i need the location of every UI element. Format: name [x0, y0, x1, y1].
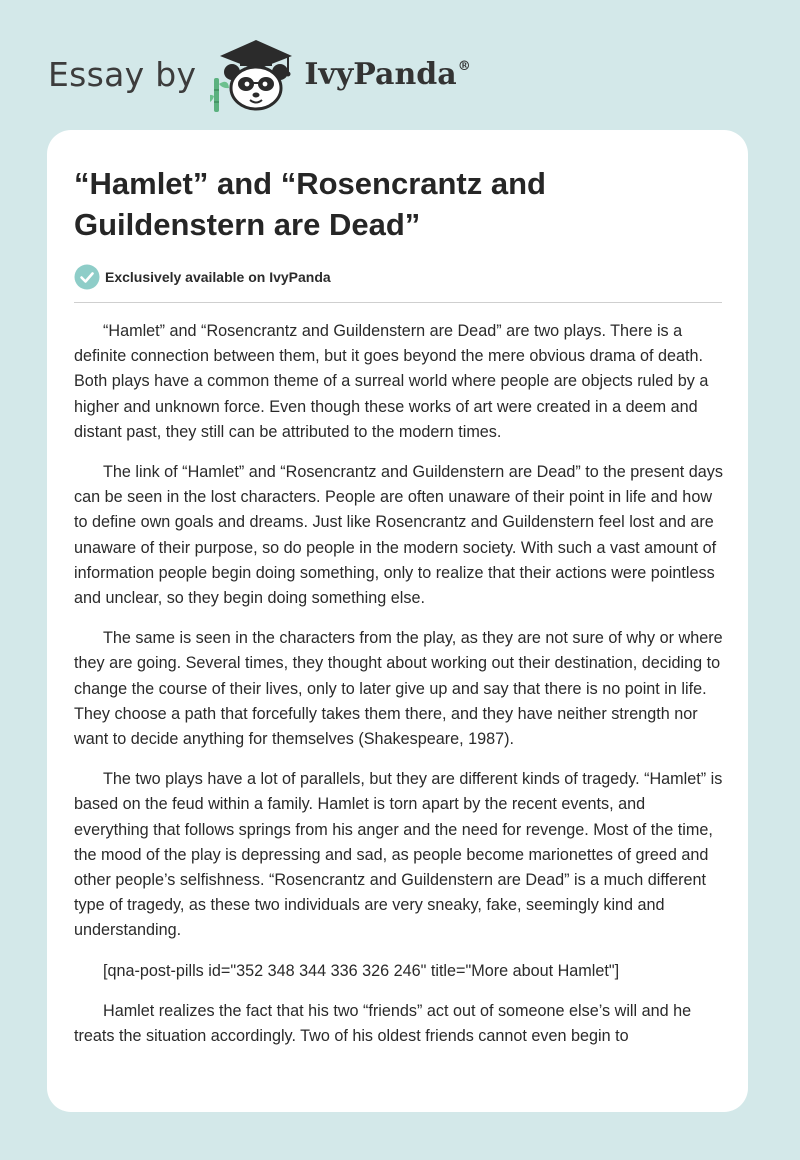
essay-by-label: Essay by — [48, 54, 197, 94]
panda-graduate-logo-icon[interactable] — [210, 34, 298, 114]
essay-paragraph: Hamlet realizes the fact that his two “friends” act out of someone else’s will and he treats the situation accordingly. Two of his oldest friends cannot even begin to — [74, 1001, 692, 1046]
check-circle-icon — [74, 264, 100, 290]
essay-card — [47, 130, 748, 1112]
title-divider — [74, 302, 722, 303]
essay-paragraph: The link of “Hamlet” and “Rosencrantz and Guildenstern are Dead” to the present days can be seen in the lost characters. People are often unaware of their point in life and how to define own goals and dreams. Just like Rosencrantz and Guildenstern feel lost and are unaware of their purpose, so do people in the modern society. With such a vast amount of information people begin doing something, only to realize that their actions were pointless and unclear, so they begin doing something else. — [74, 463, 723, 608]
essay-paragraph: “Hamlet” and “Rosencrantz and Guildenstern are Dead” are two plays. There is a definite connection between them, but it goes beyond the mere obvious drama of death. Both plays have a common theme of a surreal world where people are objects ruled by a higher and unknown force. Even though these works of art were created in a deem and distant past, they still can be attributed to the modern times. — [74, 322, 709, 441]
registered-mark: ® — [457, 58, 471, 74]
exclusive-badge-label: Exclusively available on IvyPanda — [105, 269, 331, 285]
brand-name[interactable] — [304, 57, 470, 92]
qna-shortcode: [qna-post-pills id="352 348 344 336 326 246" title="More about Hamlet"] — [103, 961, 620, 980]
site-header — [48, 34, 471, 114]
exclusive-badge — [74, 264, 331, 290]
essay-paragraph: The same is seen in the characters from the play, as they are not sure of why or where they are going. Several times, they thought about working out their destination, deciding to change the course of their lives, only to later give up and say that there is no point in life. They choose a path that forcefully takes them there, and they have neither strength nor want to decide anything for themselves (Shakespeare, 1987). — [74, 629, 723, 749]
essay-title: “Hamlet” and “Rosencrantz and Guildenstern are Dead” — [74, 166, 546, 242]
brand-name-text: IvyPanda — [304, 56, 457, 92]
essay-body — [74, 319, 724, 1064]
essay-paragraph: The two plays have a lot of parallels, but they are different kinds of tragedy. “Hamlet” is based on the feud within a family. Hamlet is torn apart by the recent events, and everything that follows springs from his anger and the need for revenge. Most of the time, the mood of the play is depressing and sad, as people become marionettes of greed and other people’s selfishness. “Rosencrantz and Guildenstern are Dead” is a much different type of tragedy, as these two individuals are very sneaky, fake, seemingly kind and understanding. — [74, 770, 723, 940]
